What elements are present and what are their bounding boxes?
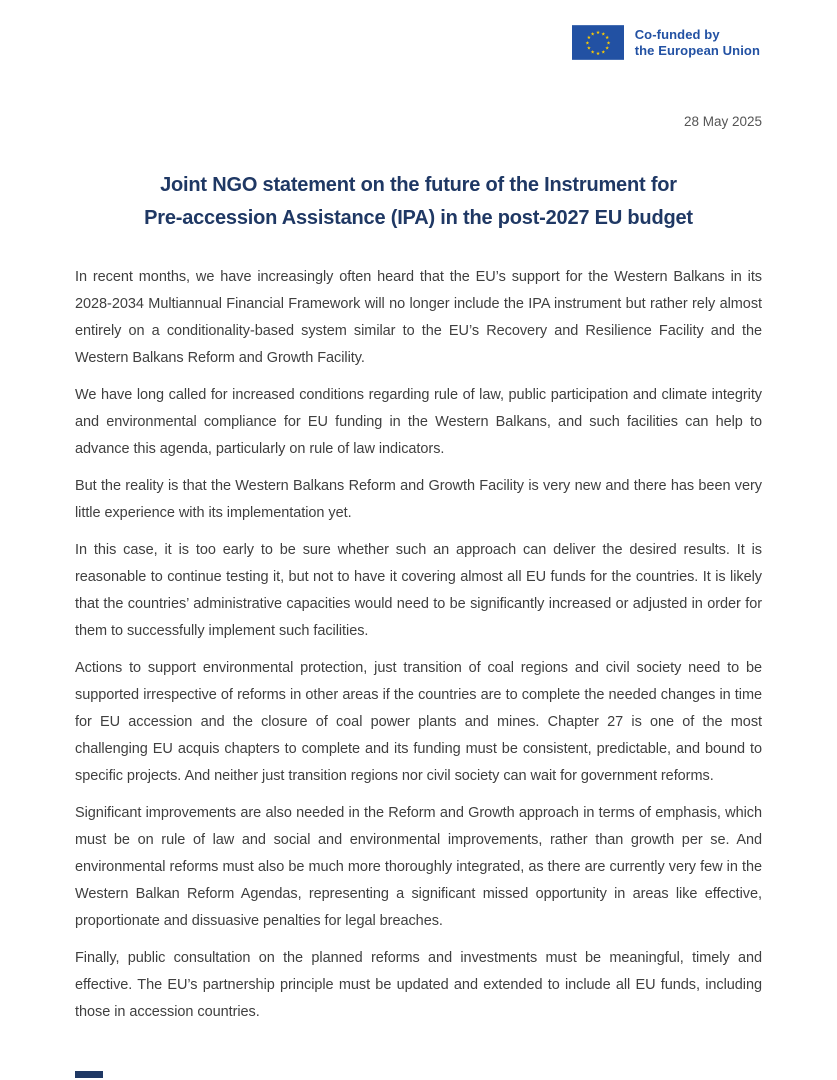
body-paragraph: Actions to support environmental protection, just transition of coal regions and civil society need to be supported irrespective of reforms in other areas if the countries are to complete the needed changes in time for EU accession and the closure of coal power plants and mines. Chapter 27 is one of the most challenging EU acquis chapters to complete and its funding must be consistent, predictable, and bound to specific projects. And neither just transition regions nor civil society can wait for government reforms. [75,660,762,784]
svg-text:★: ★ [595,52,600,58]
body-paragraph: Significant improvements are also needed in the Reform and Growth approach in terms of emphasis, which must be on rule of law and social and environmental improvements, rather than growth per se. And environmental reforms must also be much more thoroughly integrated, as there are currently very few in the Western Balkan Reform Agendas, representing a significant missed opportunity in areas like effective, proportionate and dissuasive penalties for legal breaches. [75,805,762,929]
eu-logo-line2: the European Union [634,42,760,58]
svg-text:★: ★ [584,41,590,47]
body-paragraph: In recent months, we have increasingly often heard that the EU’s support for the Western Balkans in its 2028-2034 Multiannual Financial Framework will no longer include the IPA instrument but rather rely almost entirely on a conditionality-based system similar to the EU’s Recovery and Resilience Facility and the Western Balkans Reform and Growth Facility. [75,269,762,366]
document-body [75,264,762,1026]
eu-logo-text [635,27,760,59]
document-title-line2: Pre-accession Assistance (IPA) in the post-2027 EU budget [144,207,693,229]
body-paragraph: But the reality is that the Western Balkans Reform and Growth Facility is very new and there has been very little experience with its implementation yet. [75,478,762,521]
svg-text:★: ★ [586,36,591,42]
eu-flag-icon [572,25,624,60]
svg-text:★: ★ [604,36,609,42]
svg-text:★: ★ [604,46,609,52]
svg-text:★: ★ [590,50,595,56]
svg-text:★: ★ [600,50,606,56]
body-paragraph: We have long called for increased conditions regarding rule of law, public participation and climate integrity and environmental compliance for EU funding in the Western Balkans, and such facilities can help to advance this agenda, particularly on rule of law indicators. [75,387,762,457]
svg-text:★: ★ [590,32,595,38]
body-paragraph: In this case, it is too early to be sure whether such an approach can deliver the desired results. It is reasonable to continue testing it, but not to have it covering almost all EU funds for the countries. It is likely that the countries’ administrative capacities would need to be significantly increased or adjusted in order for them to successfully implement such facilities. [75,542,762,639]
svg-text:★: ★ [600,32,606,38]
svg-text:★: ★ [586,46,591,52]
eu-cofunded-logo [572,25,760,60]
document-title-line1: Joint NGO statement on the future of the Instrument for [160,174,677,196]
footer-mark [75,1071,103,1078]
document-title [75,169,762,235]
svg-text:★: ★ [606,41,611,47]
eu-logo-line1: Co-funded by [634,26,720,42]
document-date: 28 May 2025 [683,114,762,129]
body-paragraph: Finally, public consultation on the planned reforms and investments must be meaningful, timely and effective. The EU’s partnership principle must be updated and extended to include all EU funds, including those in accession countries. [75,950,762,1020]
svg-text:★: ★ [595,30,600,36]
